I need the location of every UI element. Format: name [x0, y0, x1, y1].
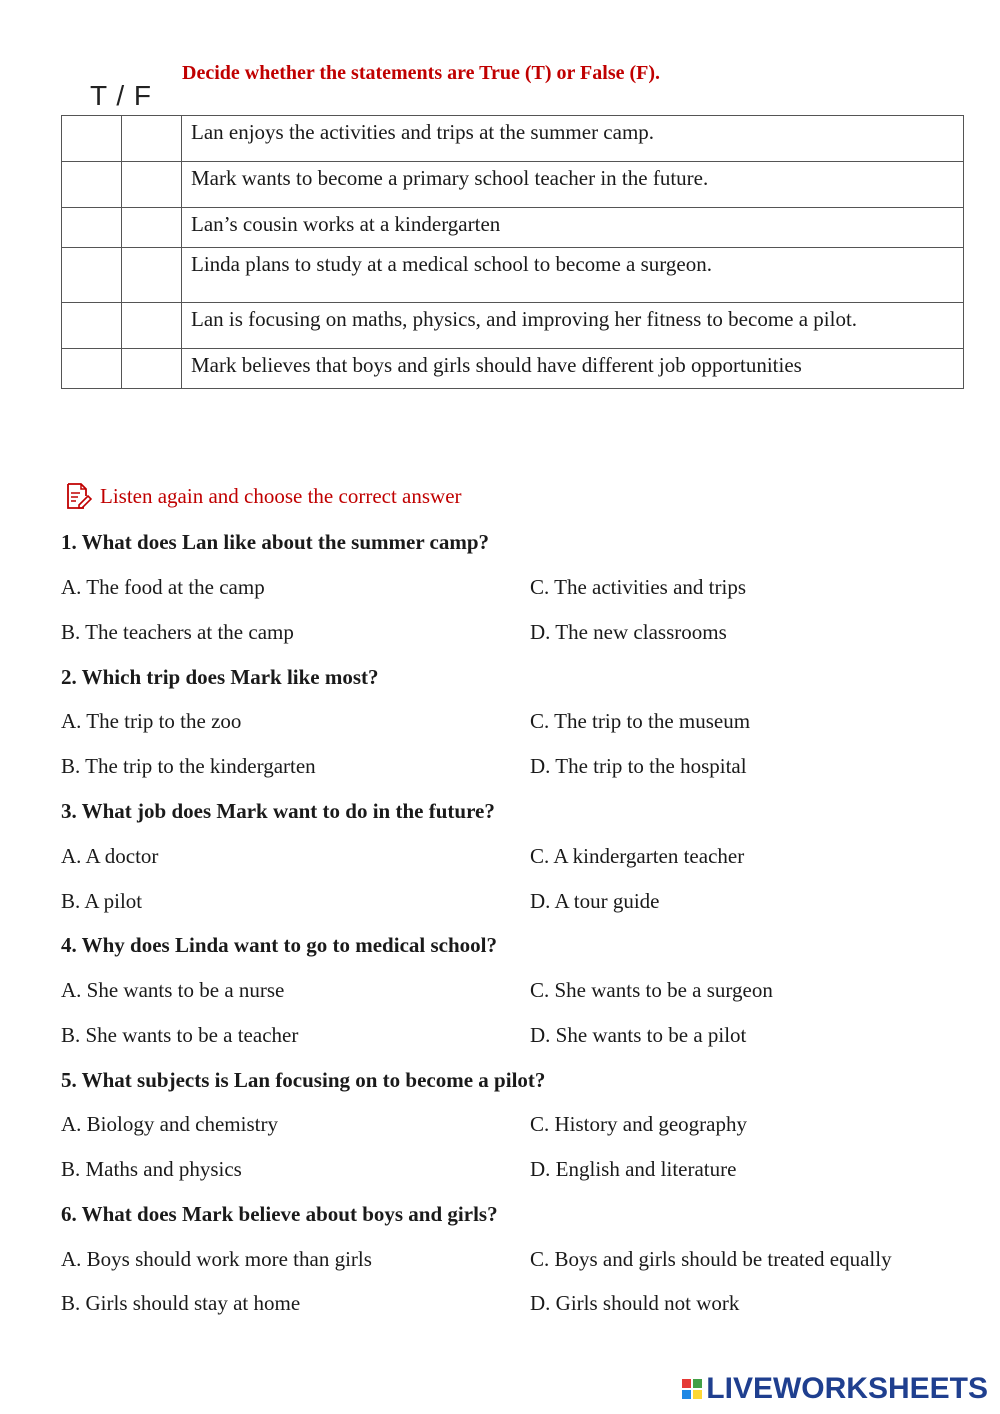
option-b[interactable]: B. She wants to be a teacher	[61, 1023, 299, 1047]
logo-square	[682, 1379, 691, 1388]
option-d[interactable]: D. A tour guide	[530, 889, 660, 913]
statement-text: Mark wants to become a primary school teacher in the future.	[182, 162, 964, 208]
option-d[interactable]: D. The trip to the hospital	[530, 754, 747, 778]
option-c[interactable]: C. The activities and trips	[530, 575, 746, 599]
t-answer-cell[interactable]	[62, 208, 122, 248]
table-row	[62, 162, 964, 208]
t-answer-cell[interactable]	[62, 349, 122, 389]
option-b[interactable]: B. Girls should stay at home	[61, 1291, 301, 1315]
option-b[interactable]: B. The trip to the kindergarten	[61, 754, 316, 778]
f-answer-cell[interactable]	[122, 116, 182, 162]
statement-text: Lan is focusing on maths, physics, and improving her fitness to become a pilot.	[182, 303, 964, 349]
statement-text: Mark believes that boys and girls should have different job opportunities	[182, 349, 964, 389]
logo-square	[693, 1379, 702, 1388]
option-a[interactable]: A. The trip to the zoo	[61, 709, 242, 733]
f-answer-cell[interactable]	[122, 303, 182, 349]
option-b[interactable]: B. A pilot	[61, 889, 143, 913]
tf-heading: T / F	[90, 80, 153, 111]
statement-text: Lan enjoys the activities and trips at the summer camp.	[182, 116, 964, 162]
t-answer-cell[interactable]	[62, 116, 122, 162]
question-text: 6. What does Mark believe about boys and girls?	[61, 1202, 498, 1226]
table-row	[62, 303, 964, 349]
table-row	[62, 349, 964, 389]
question-text: 5. What subjects is Lan focusing on to become a pilot?	[61, 1068, 546, 1092]
mc-section-title-text: Listen again and choose the correct answer	[100, 483, 462, 508]
tf-table	[61, 115, 964, 389]
option-b[interactable]: B. The teachers at the camp	[61, 620, 294, 644]
f-answer-cell[interactable]	[122, 248, 182, 303]
option-c[interactable]: C. The trip to the museum	[530, 709, 751, 733]
liveworksheets-logo	[682, 1372, 988, 1406]
option-d[interactable]: D. Girls should not work	[530, 1291, 740, 1315]
t-answer-cell[interactable]	[62, 162, 122, 208]
statement-text: Lan’s cousin works at a kindergarten	[182, 208, 964, 248]
option-d[interactable]: D. She wants to be a pilot	[530, 1023, 747, 1047]
question-text: 3. What job does Mark want to do in the future?	[61, 799, 495, 823]
logo-text: LIVEWORKSHEETS	[706, 1372, 988, 1405]
mc-section-title	[64, 482, 462, 510]
question-text: 2. Which trip does Mark like most?	[61, 665, 379, 689]
option-c[interactable]: C. She wants to be a surgeon	[530, 978, 773, 1002]
table-row	[62, 116, 964, 162]
f-answer-cell[interactable]	[122, 208, 182, 248]
table-row	[62, 208, 964, 248]
logo-square	[682, 1390, 691, 1399]
f-answer-cell[interactable]	[122, 162, 182, 208]
option-a[interactable]: A. The food at the camp	[61, 575, 265, 599]
t-answer-cell[interactable]	[62, 303, 122, 349]
statement-text: Linda plans to study at a medical school to become a surgeon.	[182, 248, 964, 303]
option-d[interactable]: D. English and literature	[530, 1157, 737, 1181]
option-d[interactable]: D. The new classrooms	[530, 620, 727, 644]
f-answer-cell[interactable]	[122, 349, 182, 389]
logo-mark-icon	[682, 1379, 702, 1399]
t-answer-cell[interactable]	[62, 248, 122, 303]
question-text: 1. What does Lan like about the summer camp?	[61, 530, 490, 554]
question-text: 4. Why does Linda want to go to medical school?	[61, 933, 497, 957]
logo-square	[693, 1390, 702, 1399]
tf-instruction: Decide whether the statements are True (T) or False (F).	[182, 62, 661, 84]
option-c[interactable]: C. Boys and girls should be treated equally	[530, 1247, 892, 1271]
option-a[interactable]: A. Biology and chemistry	[61, 1112, 278, 1136]
option-c[interactable]: C. History and geography	[530, 1112, 747, 1136]
table-row	[62, 248, 964, 303]
option-b[interactable]: B. Maths and physics	[61, 1157, 242, 1181]
option-c[interactable]: C. A kindergarten teacher	[530, 844, 745, 868]
option-a[interactable]: A. A doctor	[61, 844, 159, 868]
option-a[interactable]: A. Boys should work more than girls	[61, 1247, 372, 1271]
option-a[interactable]: A. She wants to be a nurse	[61, 978, 285, 1002]
edit-document-icon	[64, 482, 92, 510]
